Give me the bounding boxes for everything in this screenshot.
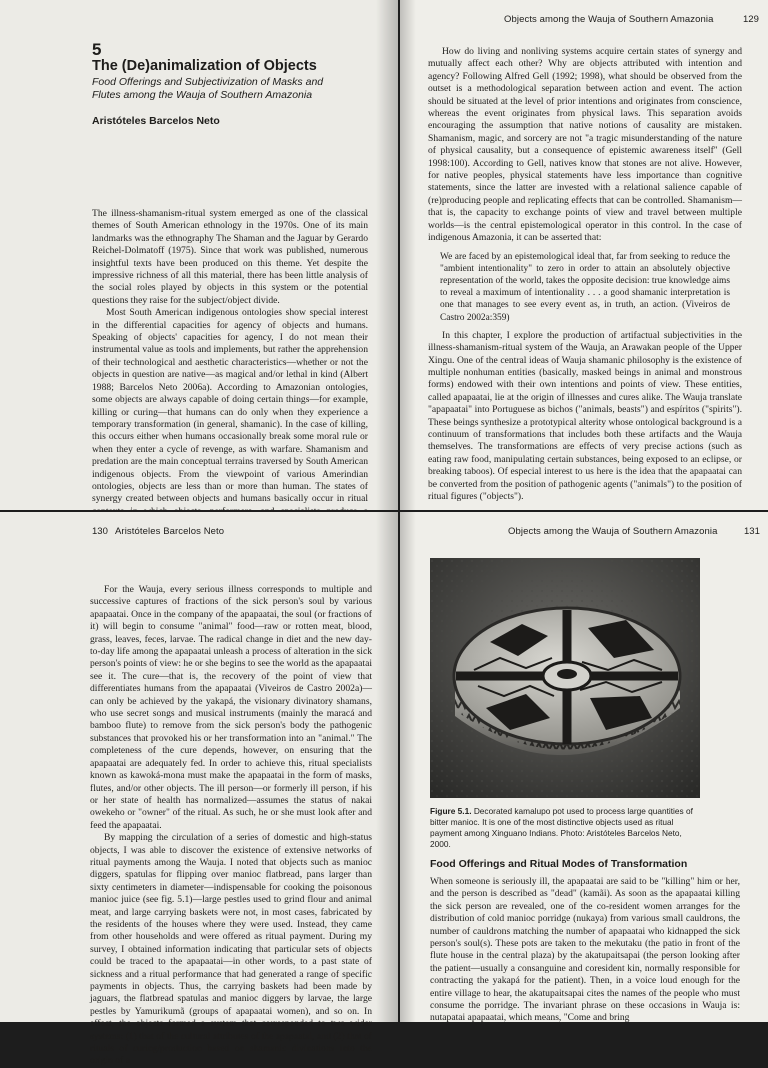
paragraph: Most South American indigenous ontologies show special interest in the differential capacities for agency of objects and humans. Speaking of objects' capacities for agency, I do not mean their instrumental value as tools and implements, but rather the apprehension of their technological and aesthetic characteristics—whether or not the objects in question are native—as magical and/or lethal in kind (Albert 1988; Barcelos Neto 2006a). According to Amazonian ontologies, some objects are always capable of doing certain things—for example, killing or curing—that humans can do only when they experience a temporary transformation (in general, shamanic). In the case of killing, this occurs either when humans occasionally break some moral rule or when they enter a cycle of revenge, as with warfare. Shamanism and predation are the main conceptual terrains traversed by South American indigenous objects. From the viewpoint of various Amerindian ontologies, objects are less than or more than human. The states of synergy created between objects and humans basically occur in ritual [92,307,368,505]
body-text-129 [428,46,742,503]
chapter-subtitle: Food Offerings and Subjectivization of Masks and Flutes among the Wauja of Southern Amazonia [92,76,324,101]
paragraph: How do living and nonliving systems acquire certain states of synergy and mutually affect each other? Why are objects attributed with intention and agency? Following Alfred Gell (1992; 1998), what should be observed from the outset is a methodological separation between action and event. The action should be situated at the level of prior intentions and originates from conscience, whereas the event originates from physical laws. This separation avoids encouraging the assumption that native notions of causality are mistaken. Shamanism, magic, and sorcery are not "a tragic misunderstanding of the nature of physical causality, but a consequence of epistemic awareness itself" (Gell 1998:100). According to Gell, natives know that stones are not alive. However, for native peoples, physical statements have less importance than cognitive statements, since the latter are invested with a relational salience capable of (re)producing people and replicating effects that can be controlled. Shamanism—that is, the capacity to exchange points of view and travel between multiple worlds—is the central epistemological operator in this control. In the case of indigenous Amazonia, it can be asserted that: [428,46,742,244]
figure-photo-decorated-pot [430,558,700,798]
running-head: Aristóteles Barcelos Neto [115,526,225,537]
body-text-130 [90,584,372,1068]
page-number: 130 [92,526,108,537]
page-number: 129 [743,14,759,25]
gutter-shadow [376,512,398,1022]
chapter-title: The (De)animalization of Objects [92,58,317,74]
paragraph: By mapping the circulation of a series of domestic and high-status objects, I was able to discover the existence of extensive networks of ritual payments among the Wauja. I noted that objects such as manioc diggers, spatulas for flipping over manioc flatbread, pans larger than sixty centimeters in diameter—indispensable for cooking the poisonous manioc juice (see fig. 5.1)—large pestles used to grind flour and animal meat, and large carrying baskets were not, in most cases, fabricated by the residents of the houses where they were used. Instead, they came from other households and were offered as ritual payment. During my survey, I obtained information indicating that particular sets of objects could be traced to the apapaatai—in other words, to a past state of sickness and a ritual performance that had generated a range of specific payments in objects. Thus, the carrying baskets had been made by jaguars, the flatbread spatulas and manioc diggers by larvae, the large pestles by Yamurikumã (groups of apapaatai women), and so on. In effect, the objects formed a system that corresponded to two wider systems: (1) that of the cultural attributes of the apapaatai, and (2) that of rituals of curing/production based on shamanic divinations into the origin of a [90,832,372,1067]
gutter-shadow [400,512,416,1022]
running-head: Objects among the Wauja of Southern Amazonia [504,14,714,25]
page-number: 131 [744,526,760,537]
top-spread [0,0,768,512]
section-heading: Food Offerings and Ritual Modes of Transformation [430,858,688,870]
page-131 [400,512,768,1022]
figure-caption [430,806,700,850]
block-quote: We are faced by an epistemological ideal that, far from seeking to reduce the "ambient intentionality" to zero in order to attain an absolutely objective representation of the world, takes the opposite decision: true knowledge aims to reveal a maximum of intentionality . . . a good shamanic interpretation is one that manages to see every event as, in truth, an action. (Viveiros de Castro 2002a:359) [440,251,730,323]
paragraph: For the Wauja, every serious illness corresponds to multiple and successive captures of fractions of the sick person's soul by various apapaatai. Once in the company of the apapaatai, the soul (or fractions of it) will begin to consume "animal" food—raw or rotten meat, blood, grass, leaves, feces, larvae. The radical change in diet and the new day-to-day life among the apapaatai unleash a process of alteration in the sick person's points of view: he or she begins to see the world as the apapaatai see it. The cure—that is, the recovery of the point of view that differentiates humans from the apapaatai (Viveiros de Castro 2002a)—can only be achieved by the yakapá, the visionary divinatory shamans, who use secret songs and musical instruments (mainly the maracá and bamboo flute) to remove from the sick person's body the pathogenic substances that provoked his or her transformation into an "animal." The completeness of the cure depends, however, on ensuring that the apapaatai are adequately fed. In order to achieve this, ritual specialists known as kawoká-mona must make the apapaatai in the form of masks, flutes, and/or other objects. The ill person—or formerly ill person, if his or her state of health has normalized—assumes the status of nakai owekeho or "owner" of the ritual. As such, he or she must look after and feed the apapaatai. [90,584,373,831]
caption-text: Decorated kamalupo pot used to process large quantities of bitter manioc. It is one of the most distinctive objects used as ritual payment among Xinguano Indians. Photo: Aristóteles Barcelos Neto, 2000. [430,806,693,849]
gutter-shadow [400,0,416,510]
chapter-number: 5 [92,40,102,59]
body-text-131 [430,876,740,1025]
gutter-shadow [376,0,398,510]
page-128 [0,0,398,510]
page-130 [0,512,398,1067]
body-text-128 [92,208,368,531]
chapter-author: Aristóteles Barcelos Neto [92,115,220,127]
pot-image [430,558,700,798]
paragraph: The illness-shamanism-ritual system emerged as one of the classical themes of South American ethnology in the 1970s. One of its main landmarks was the ethnography The Shaman and the Jaguar by Gerardo Reichel-Dolmatoff (1975). Since that work was published, numerous insightful texts have been produced on this theme. Yet despite the impressive richness of all this material, there has been little analysis of the social roles played by objects in this system or the potential questions they raise for the subject/object divide. [92,208,368,306]
paragraph: In this chapter, I explore the production of artifactual subjectivities in the illness-shamanism-ritual system of the Wauja, an Arawakan people of the Upper Xingu. One of the central ideas of Wauja shamanic philosophy is the existence of multiple nonhuman entities (basically, masked beings in animal and monstrous forms) endowed with their own intentions and points of view. These entities, called apapaatai, lie at the origin of illnesses and cures alike. The Wauja translate "apapaatai" into Portuguese as bichos ("animals, beasts") and espíritos ("spirits"). These beings synthesize a prototypical alterity whose ontological background is a continuum of transformations that includes both these artifacts and the Wauja themselves. The transformations are effects of very precise actions (such as eating raw food, manipulating certain substances, being exposed to an eclipse, or breaking taboos). Of especial interest to us here is the idea that the apapaatai can be converted from the position of pathogenic agents ("animals") to the position of ritual figures ("objects"). [428,329,742,502]
running-head: Objects among the Wauja of Southern Amazonia [508,526,718,537]
caption-label: Figure 5.1. [430,806,472,816]
bottom-spread [0,512,768,1067]
paragraph: When someone is seriously ill, the apapaatai are said to be "killing" him or her, and the person is described as "dead" (kamãi). As soon as the apapaatai killing the sick person are revealed, one of the co-resident women arranges for the distribution of cold manioc porridge (nukaya) from various small cauldrons, the number of cauldrons matching the number of apapaatai who kidnapped the sick person's soul(s). These pots are taken to the mekutaku (the patio in front of the flute house in the central plaza) by the akatupaitsapai (the person looking after the patient—usually a consanguine and coresident kin, normally responsible for contracting the yakapá for the patient). Then, in a voice loud enough for the entire village to hear, the akatupaitsapai cites the names of the people who must consume the porridge. The invariant phrase on these occasions in Wauja is: nutapatai apapaatai, which means, "Come and bring [430,876,740,1024]
page-129 [400,0,768,510]
